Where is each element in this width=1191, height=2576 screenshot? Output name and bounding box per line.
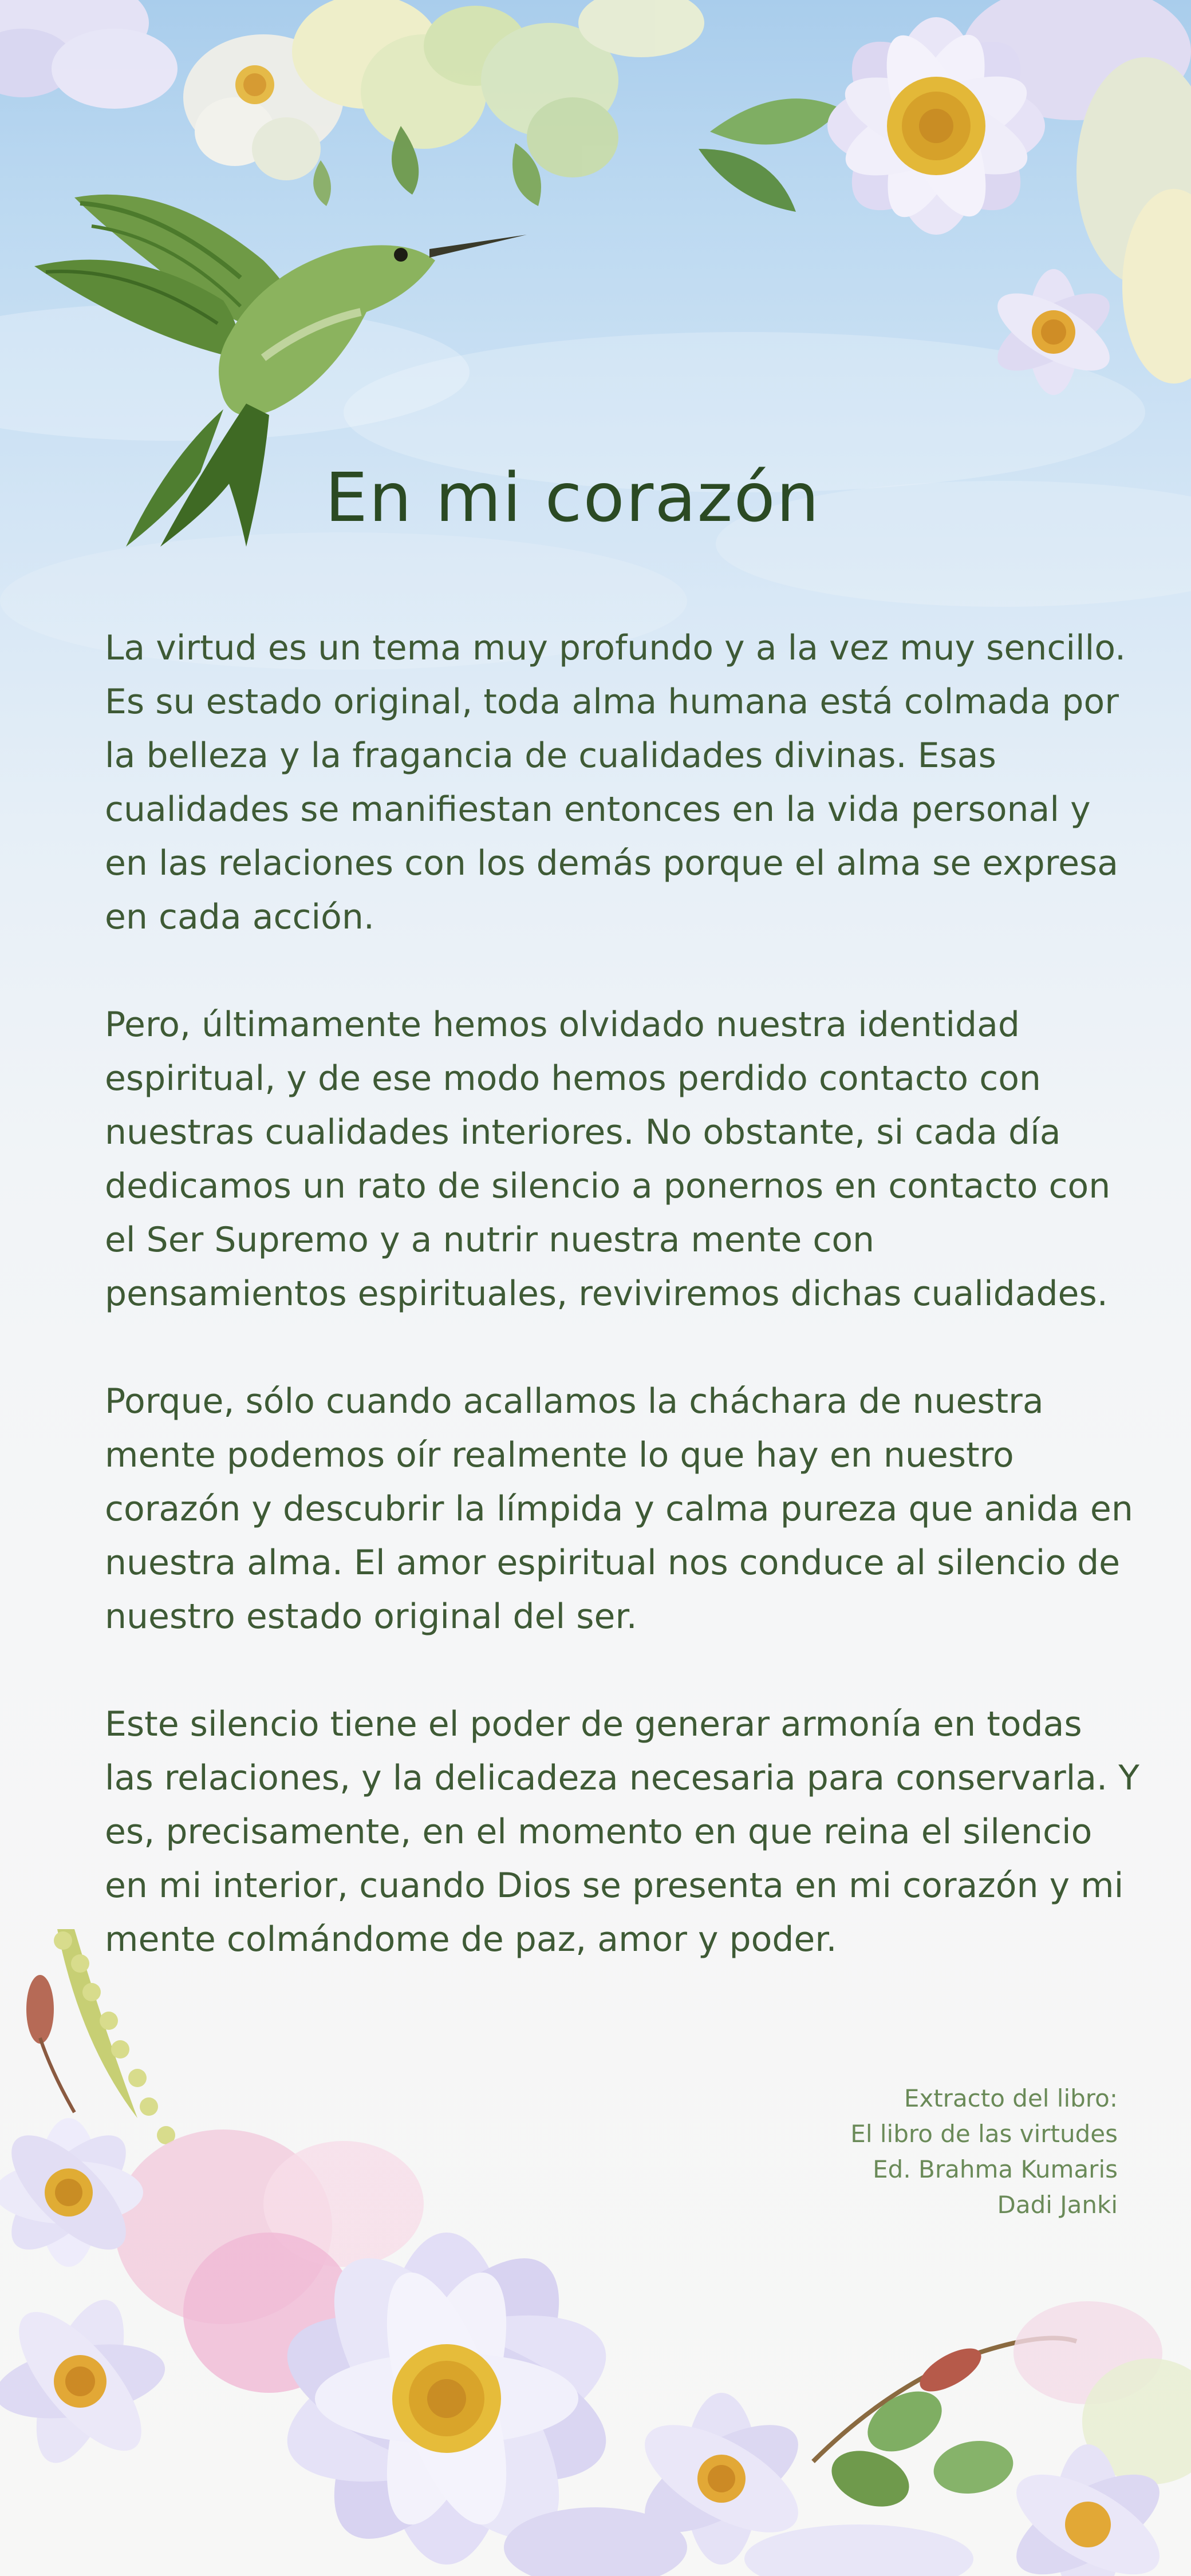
paragraph (105, 1374, 1133, 1643)
text-line: el Ser Supremo y a nutrir nuestra mente con (105, 1220, 875, 1260)
text-line: Es su estado original, toda alma humana está colmada por (105, 682, 1119, 722)
text-line: dedicamos un rato de silencio a ponernos en contacto con (105, 1166, 1111, 1206)
credit-line: El libro de las virtudes (850, 2120, 1118, 2148)
paragraph (105, 621, 1124, 944)
text-line: nuestra alma. El amor espiritual nos conduce al silencio de (105, 1543, 1121, 1583)
text-line: Pero, últimamente hemos olvidado nuestra identidad (105, 1005, 1020, 1045)
text-line: la belleza y la fragancia de cualidades divinas. Esas (105, 736, 996, 776)
text-line: Este silencio tiene el poder de generar armonía en todas (105, 1704, 1082, 1744)
text-line: es, precisamente, en el momento en que reina el silencio (105, 1812, 1093, 1852)
text-line: corazón y descubrir la límpida y calma pureza que anida en (105, 1489, 1133, 1529)
bottom-flowers (0, 1918, 1191, 2576)
text-line: cualidades se manifiestan entonces en la vida personal y (105, 789, 1091, 829)
credit-line: Ed. Brahma Kumaris (873, 2155, 1118, 2183)
credit-line: Dadi Janki (997, 2191, 1118, 2219)
credit-line: Extracto del libro: (904, 2084, 1118, 2112)
text-line: mente colmándome de paz, amor y poder. (105, 1919, 837, 1959)
text-line: las relaciones, y la delicadeza necesaria para conservarla. Y (105, 1758, 1139, 1798)
text-line: nuestras cualidades interiores. No obstante, si cada día (105, 1112, 1061, 1152)
text-line: Porque, sólo cuando acallamos la cháchara de nuestra (105, 1381, 1044, 1421)
page-title: En mi corazón (325, 458, 821, 537)
top-right-flowers (676, 0, 1191, 435)
text-line: pensamientos espirituales, reviviremos dichas cualidades. (105, 1274, 1108, 1314)
text-line: nuestro estado original del ser. (105, 1597, 637, 1637)
text-line: en las relaciones con los demás porque el alma se expresa (105, 843, 1119, 883)
body-text (105, 621, 1139, 2020)
text-line: mente podemos oír realmente lo que hay en nuestro (105, 1435, 1014, 1475)
text-line: en mi interior, cuando Dios se presenta en mi corazón y mi (105, 1866, 1124, 1906)
paragraph (105, 998, 1124, 1321)
text-line: espiritual, y de ese modo hemos perdido contacto con (105, 1058, 1041, 1099)
text-line: La virtud es un tema muy profundo y a la vez muy sencillo. (105, 628, 1126, 668)
text-line: en cada acción. (105, 897, 374, 937)
